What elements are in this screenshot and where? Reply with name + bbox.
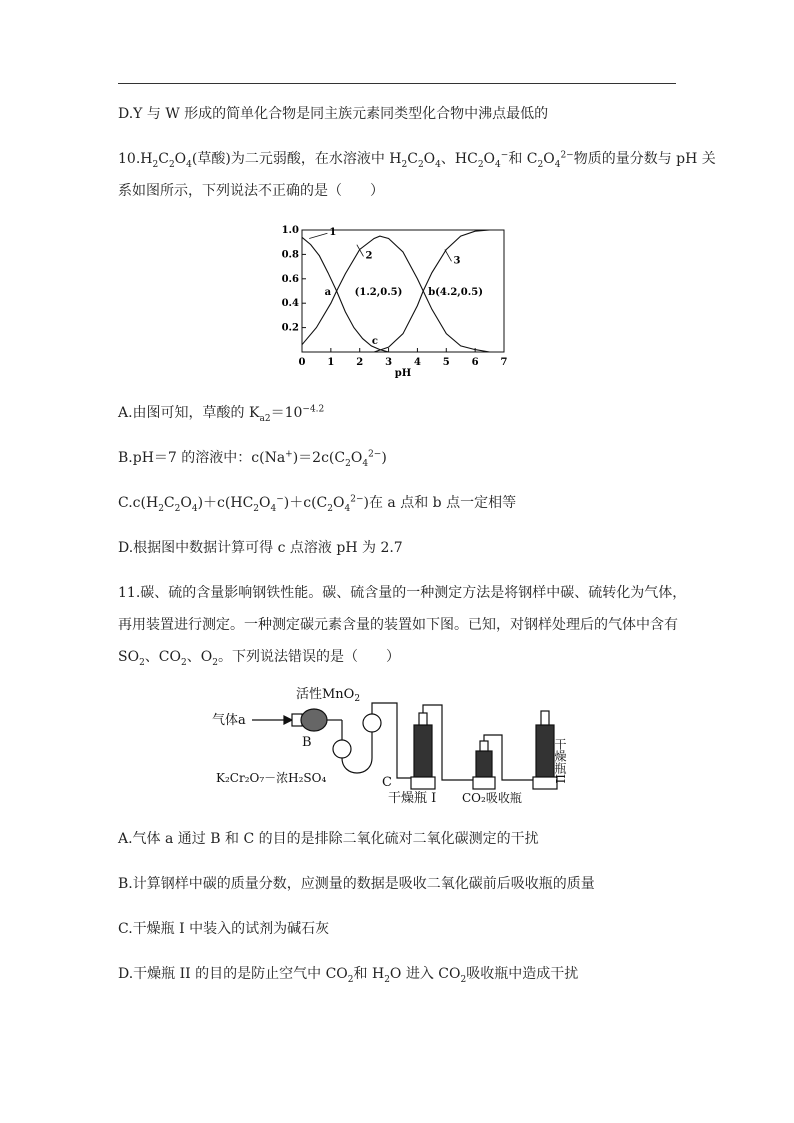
co2-bottle-stopper xyxy=(480,741,488,751)
x-tick-label: 1 xyxy=(327,357,335,368)
q9-option-d: D.Y 与 W 形成的简单化合物是同主族元素同类型化合物中沸点最低的 xyxy=(118,106,549,122)
y-tick-label: 0.8 xyxy=(281,249,299,261)
q11-stem-line2: 再用装置进行测定。一种测定碳元素含量的装置如下图。已知，对钢样处理后的气体中含有 xyxy=(118,617,678,633)
label-dryer-1: 干燥瓶 I xyxy=(388,791,437,806)
q11-option-d: D.干燥瓶 II 的目的是防止空气中 $CO_2$和 $H_2O$ 进入 $CO_2$吸收瓶中造成干扰 xyxy=(118,966,579,985)
apparatus-diagram xyxy=(212,683,582,808)
q10-option-c: $C.c(H_2C_2O_4)+c(HC_2O_4^-)+c(C_2O_4^{2-})$在 a 点和 b 点一定相等 xyxy=(118,494,517,514)
series-label-1: 1 xyxy=(329,227,337,239)
tube-c-u-bend xyxy=(342,758,372,773)
dryer-2-stopper xyxy=(541,711,549,725)
tube-c-bulb-left xyxy=(333,740,351,758)
speciation-chart xyxy=(280,222,520,379)
arrow-head-icon xyxy=(284,716,292,724)
x-tick-label: 7 xyxy=(500,357,508,368)
pipe-to-dryer-1 xyxy=(372,703,412,778)
x-tick-label: 2 xyxy=(356,357,364,368)
header-rule xyxy=(118,83,676,84)
series-leader-2 xyxy=(357,245,364,257)
label-co2-bottle: CO₂吸收瓶 xyxy=(462,791,522,805)
annotation-label: b(4.2,0.5) xyxy=(428,287,483,298)
tube-c-bulb-right xyxy=(363,714,381,732)
x-tick-label: 3 xyxy=(385,357,393,368)
y-tick-label: 0.2 xyxy=(281,322,299,334)
annotation-label: a xyxy=(324,287,332,298)
label-k2cr2o7: K₂Cr₂O₇－浓H₂SO₄ xyxy=(216,771,327,785)
x-tick-label: 4 xyxy=(413,357,421,368)
series-leader-1 xyxy=(309,233,327,238)
dryer-1-base xyxy=(411,777,435,789)
y-tick-label: 0.6 xyxy=(281,273,299,285)
label-c: C xyxy=(382,775,392,790)
label-gas-a: 气体a xyxy=(212,713,246,728)
x-tick-label: 0 xyxy=(298,357,306,368)
dryer-2-column xyxy=(536,725,554,777)
x-tick-label: 5 xyxy=(442,357,450,368)
annotation-label: c xyxy=(371,336,379,347)
q10-stem-line1: $10.H_2C_2O_4$(草酸)为二元弱酸，在水溶液中 $H_2C_2O_4$、$HC_2O_4^-$和 $C_2O_4^{2-}$物质的量分数与 pH 关 xyxy=(118,150,716,170)
q11-option-c: C.干燥瓶 I 中装入的试剂为碱石灰 xyxy=(118,921,330,937)
y-tick-label: 1.0 xyxy=(281,225,299,236)
label-b: B xyxy=(302,735,312,750)
mno2-bulb xyxy=(301,709,327,731)
q11-stem-line3: $SO_2$、$CO_2$、$O_2$。下列说法错误的是（ ） xyxy=(118,649,400,668)
q10-option-b: B.pH＝7 的溶液中：$c(Na^+)=2c(C_2O_4^{2-})$ xyxy=(118,449,387,469)
co2-bottle-column xyxy=(476,751,492,777)
x-tick-label: 6 xyxy=(471,357,479,368)
dryer-1-stopper xyxy=(419,713,427,725)
series-leader-3 xyxy=(445,250,452,262)
series-label-3: 3 xyxy=(453,255,461,267)
q10-stem-line2: 系如图所示，下列说法不正确的是（ ） xyxy=(118,183,384,199)
series-label-2: 2 xyxy=(365,250,373,262)
y-tick-label: 0.4 xyxy=(281,298,299,310)
label-mno2: 活性MnO$_2$ xyxy=(296,687,361,704)
q11-option-b: B.计算钢样中碳的质量分数，应测量的数据是吸收二氧化碳前后吸收瓶的质量 xyxy=(118,876,595,892)
x-axis-label: pH xyxy=(394,368,412,379)
q10-option-a: A.由图可知，草酸的 $K_{a2}=10^{-4.2}$ xyxy=(118,404,325,424)
label-dryer-2: 干燥瓶II xyxy=(553,738,567,784)
q11-stem-line1: 11.碳、硫的含量影响钢铁性能。碳、硫含量的一种测定方法是将钢样中碳、硫转化为气体， xyxy=(118,585,687,601)
dryer-1-column xyxy=(414,725,432,777)
co2-bottle-base xyxy=(473,777,495,789)
annotation-label: (1.2,0.5) xyxy=(354,287,403,298)
q11-option-a: A.气体 a 通过 B 和 C 的目的是排除二氧化硫对二氧化碳测定的干扰 xyxy=(118,831,539,847)
q10-option-d: D.根据图中数据计算可得 c 点溶液 pH 为 2.7 xyxy=(118,540,403,556)
